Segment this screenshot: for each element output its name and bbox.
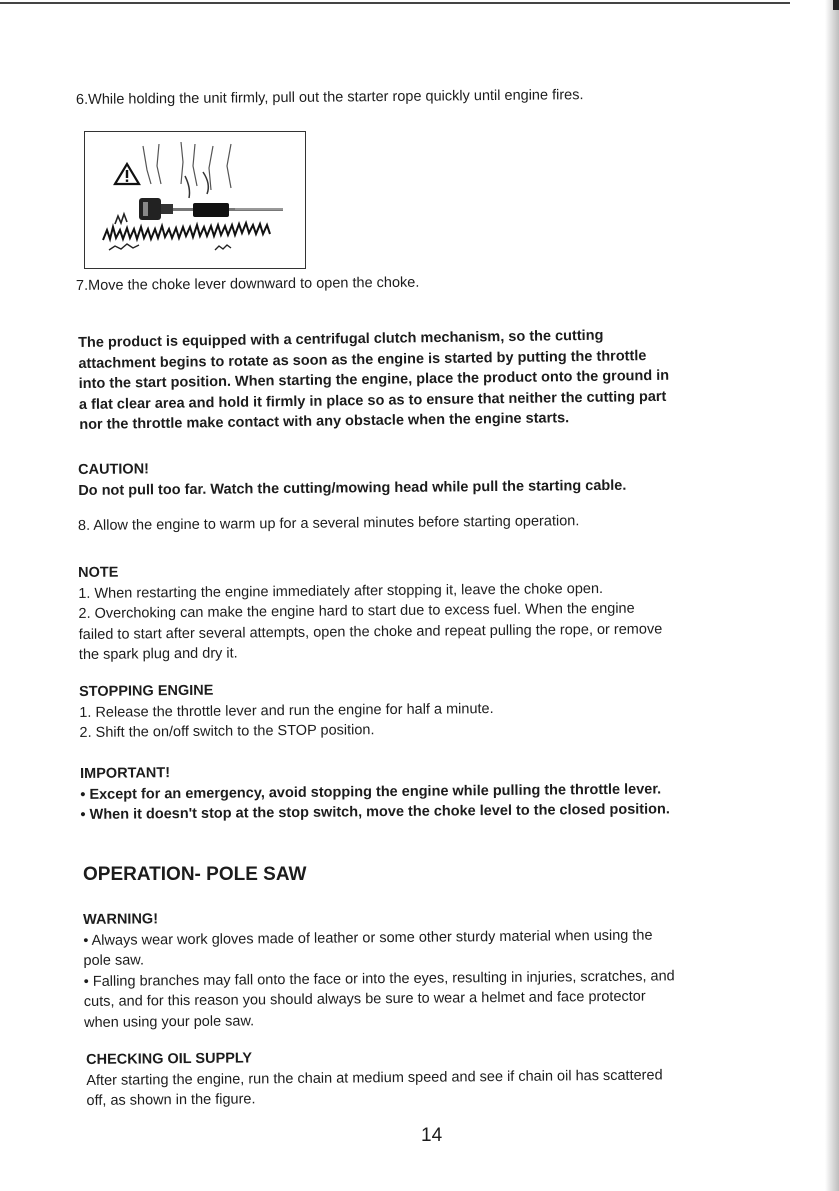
step-8-text: 8. Allow the engine to warm up for a several minutes before starting operation. [77, 513, 580, 534]
oil-supply-line-1: After starting the engine, run the chain at medium speed and see if chain oil has scattered [86, 1066, 663, 1089]
warning-heading: WARNING! [83, 911, 159, 928]
step-6-text: 6.While holding the unit firmly, pull out the starter rope quickly until engine fires. [75, 87, 584, 108]
starting-illustration [84, 131, 306, 269]
warning-triangle-icon [115, 164, 139, 184]
note-line-2: 2. Overchoking can make the engine hard to start due to excess fuel. When the engine [78, 600, 635, 622]
important-heading: IMPORTANT! [80, 765, 171, 782]
clutch-line-2: attachment begins to rotate as soon as the engine is started by putting the throttle [78, 347, 647, 372]
note-line-3: failed to start after several attempts, open the choke and repeat pulling the rope, or remove [78, 620, 663, 643]
step-7-text: 7.Move the choke lever downward to open the choke. [75, 274, 420, 294]
stopping-heading: STOPPING ENGINE [79, 682, 214, 700]
oil-supply-section [86, 1044, 663, 1111]
stopping-line-2: 2. Shift the on/off switch to the STOP position. [79, 722, 375, 741]
important-line-2: • When it doesn't stop at the stop switch, move the choke level to the closed position. [80, 801, 670, 823]
warning-section [83, 904, 675, 1033]
clutch-warning-paragraph [78, 325, 670, 436]
caution-text: Do not pull too far. Watch the cutting/mowing head while pull the starting cable. [78, 477, 627, 499]
important-line-1: • Except for an emergency, avoid stopping the engine while pulling the throttle lever. [80, 780, 662, 803]
clutch-line-4: a flat clear area and hold it firmly in place so as to ensure that neither the cutting part [78, 388, 667, 413]
clutch-line-3: into the start position. When starting the engine, place the product onto the ground in [78, 367, 670, 392]
page-number: 14 [421, 1125, 443, 1146]
warning-line-5: when using your pole saw. [84, 1012, 255, 1031]
note-line-1: 1. When restarting the engine immediately after stopping it, leave the choke open. [78, 580, 604, 602]
important-section [80, 758, 670, 825]
caution-section [78, 455, 626, 501]
note-section [78, 557, 663, 665]
warning-line-1: • Always wear work gloves made of leather or some other sturdy material when using the [83, 927, 653, 949]
note-heading: NOTE [78, 564, 119, 581]
note-line-4: the spark plug and dry it. [78, 645, 238, 663]
warning-line-3: • Falling branches may fall onto the face or into the eyes, resulting in injuries, scratches, and [83, 967, 675, 990]
warning-line-2: pole saw. [83, 952, 145, 969]
oil-supply-heading: CHECKING OIL SUPPLY [86, 1050, 253, 1068]
starting-illustration-drawing [85, 132, 305, 268]
section-title: OPERATION- POLE SAW [83, 864, 307, 885]
clutch-line-1: The product is equipped with a centrifugal clutch mechanism, so the cutting [78, 327, 604, 351]
stopping-line-1: 1. Release the throttle lever and run the engine for half a minute. [79, 700, 494, 721]
stopping-engine-section [79, 678, 494, 743]
caution-heading: CAUTION! [78, 461, 150, 478]
clutch-line-5: nor the throttle make contact with any obstacle when the engine starts. [79, 410, 570, 433]
warning-line-4: cuts, and for this reason you should always be sure to wear a helmet and face protector [83, 988, 646, 1010]
oil-supply-line-2: off, as shown in the figure. [86, 1091, 256, 1109]
